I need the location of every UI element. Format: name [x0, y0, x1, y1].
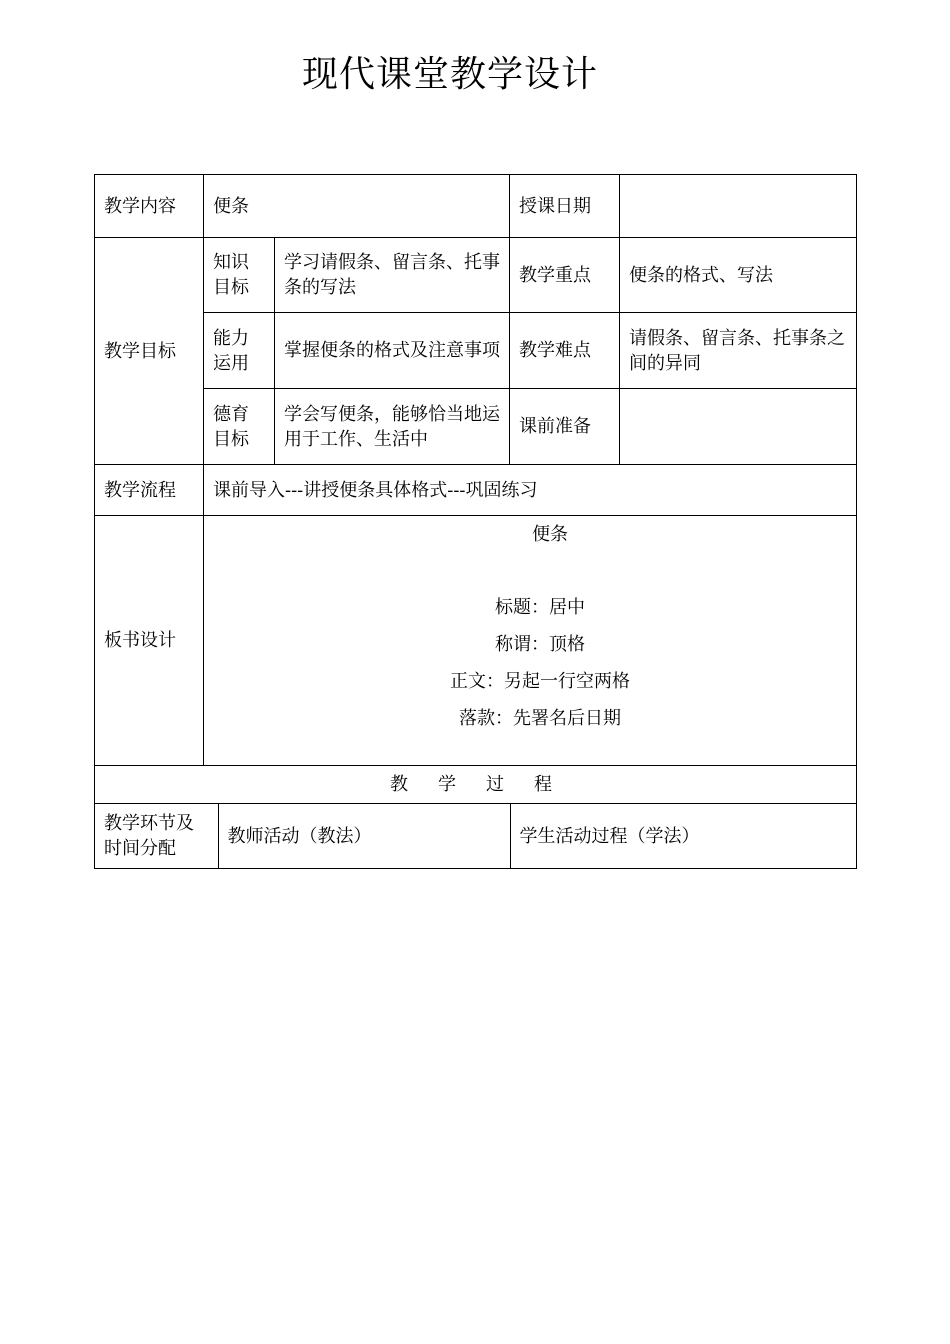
objective-row [95, 238, 857, 313]
process-col-stage: 教学环节及时间分配 [95, 804, 218, 868]
content-value: 便条 [204, 175, 510, 238]
board-heading: 便条 [532, 524, 568, 545]
board-row [95, 516, 857, 766]
objective-side-value: 便条的格式、写法 [620, 238, 857, 313]
process-heading-row [95, 766, 857, 804]
objective-text: 学习请假条、留言条、托事条的写法 [275, 238, 510, 313]
objective-side-value: 请假条、留言条、托事条之间的异同 [620, 313, 857, 389]
objective-text: 学会写便条，能够恰当地运用于工作、生活中 [275, 389, 510, 465]
objective-type: 能力运用 [204, 313, 275, 389]
content-label: 教学内容 [95, 175, 204, 238]
board-content [204, 516, 857, 766]
process-columns-row [95, 804, 857, 869]
objective-side-label: 教学难点 [510, 313, 620, 389]
objective-text: 掌握便条的格式及注意事项 [275, 313, 510, 389]
process-col-teacher: 教师活动（教法） [218, 804, 510, 868]
lesson-plan-table [94, 174, 857, 869]
board-line: 落款：先署名后日期 [459, 708, 621, 729]
board-line: 称谓：顶格 [495, 634, 585, 655]
page-title: 现代课堂教学设计 [301, 54, 598, 95]
board-line: 正文：另起一行空两格 [450, 671, 630, 692]
process-columns [95, 804, 857, 868]
date-value [620, 175, 857, 238]
process-col-student: 学生活动过程（学法） [510, 804, 857, 868]
date-label: 授课日期 [510, 175, 620, 238]
flow-value: 课前导入---讲授便条具体格式---巩固练习 [204, 465, 857, 516]
content-row [95, 175, 857, 238]
board-label: 板书设计 [95, 516, 204, 766]
process-heading: 教学过程 [95, 766, 857, 804]
objective-side-label: 课前准备 [510, 389, 620, 465]
objective-row [95, 389, 857, 465]
flow-row [95, 465, 857, 516]
flow-label: 教学流程 [95, 465, 204, 516]
objective-type: 德育目标 [204, 389, 275, 465]
objective-type: 知识目标 [204, 238, 275, 313]
board-line: 标题：居中 [495, 597, 585, 618]
objective-side-value [620, 389, 857, 465]
objectives-label: 教学目标 [95, 238, 204, 465]
objective-row [95, 313, 857, 389]
objective-side-label: 教学重点 [510, 238, 620, 313]
